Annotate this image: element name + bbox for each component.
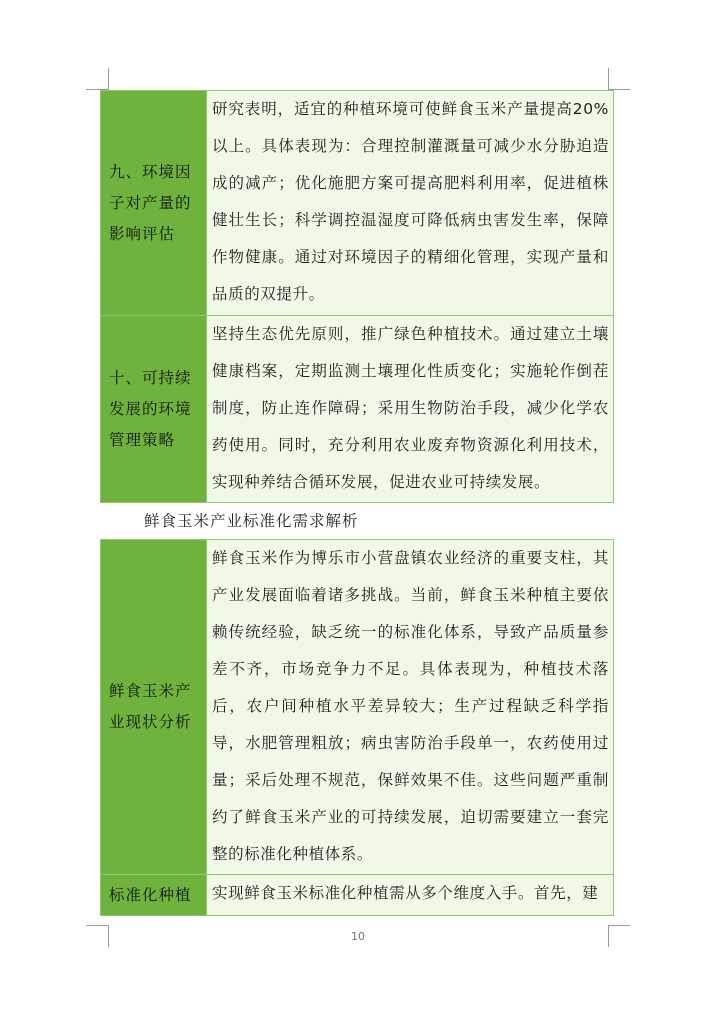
label-line: 鲜食玉米产 bbox=[109, 682, 192, 700]
row-content: 坚持生态优先原则，推广绿色种植技术。通过建立土壤健康档案，定期监测土壤理化性质变化；实施轮作倒茬制度，防止连作障碍；采用生物防治手段，减少化学农药使用。同时，充分利用农业废弃物资源化利用技术，实现种养结合循环发展，促进农业可持续发展。 bbox=[207, 316, 613, 502]
crop-mark-top-left-v bbox=[108, 68, 109, 90]
environment-table bbox=[100, 90, 614, 503]
row-content: 鲜食玉米作为博乐市小营盘镇农业经济的重要支柱，其产业发展面临着诸多挑战。当前，鲜食玉米种植主要依赖传统经验，缺乏统一的标准化体系，导致产品质量参差不齐，市场竞争力不足。具体表现为，种植技术落后，农户间种植水平差异较大；生产过程缺乏科学指导，水肥管理粗放；病虫害防治手段单一，农药使用过量；采后处理不规范，保鲜效果不佳。这些问题严重制约了鲜食玉米产业的可持续发展，迫切需要建立一套完整的标准化种植体系。 bbox=[207, 540, 613, 874]
page-number: 10 bbox=[351, 930, 365, 943]
row-label bbox=[101, 91, 207, 315]
crop-mark-top-right-v bbox=[608, 68, 609, 90]
row-label bbox=[101, 875, 207, 915]
row-label bbox=[101, 316, 207, 502]
table-row bbox=[100, 90, 614, 315]
row-label bbox=[101, 540, 207, 874]
section-caption: 鲜食玉米产业标准化需求解析 bbox=[144, 512, 359, 530]
table-row bbox=[100, 315, 614, 503]
table-row bbox=[100, 539, 614, 874]
row-content: 实现鲜食玉米标准化种植需从多个维度入手。首先，建 bbox=[207, 875, 613, 915]
label-line: 管理策略 bbox=[109, 430, 176, 449]
label-line: 影响评估 bbox=[109, 224, 176, 243]
row-content: 研究表明，适宜的种植环境可使鲜食玉米产量提高20%以上。具体表现为：合理控制灌溉量可减少水分胁迫造成的减产；优化施肥方案可提高肥料利用率，促进植株健壮生长；科学调控温湿度可降低病虫害发生率，保障作物健康。通过对环境因子的精细化管理，实现产量和品质的双提升。 bbox=[207, 91, 613, 315]
label-line: 发展的环境 bbox=[109, 399, 192, 418]
label-line: 标准化种植 bbox=[109, 885, 192, 904]
table-row bbox=[100, 874, 614, 916]
label-line: 九、环境因 bbox=[109, 162, 192, 181]
crop-mark-bottom-right-h bbox=[608, 925, 630, 926]
label-line: 子对产量的 bbox=[109, 193, 192, 212]
label-line: 十、可持续 bbox=[109, 368, 192, 387]
standardization-table bbox=[100, 539, 614, 916]
label-line: 业现状分析 bbox=[109, 713, 192, 731]
crop-mark-bottom-left-h bbox=[86, 925, 108, 926]
